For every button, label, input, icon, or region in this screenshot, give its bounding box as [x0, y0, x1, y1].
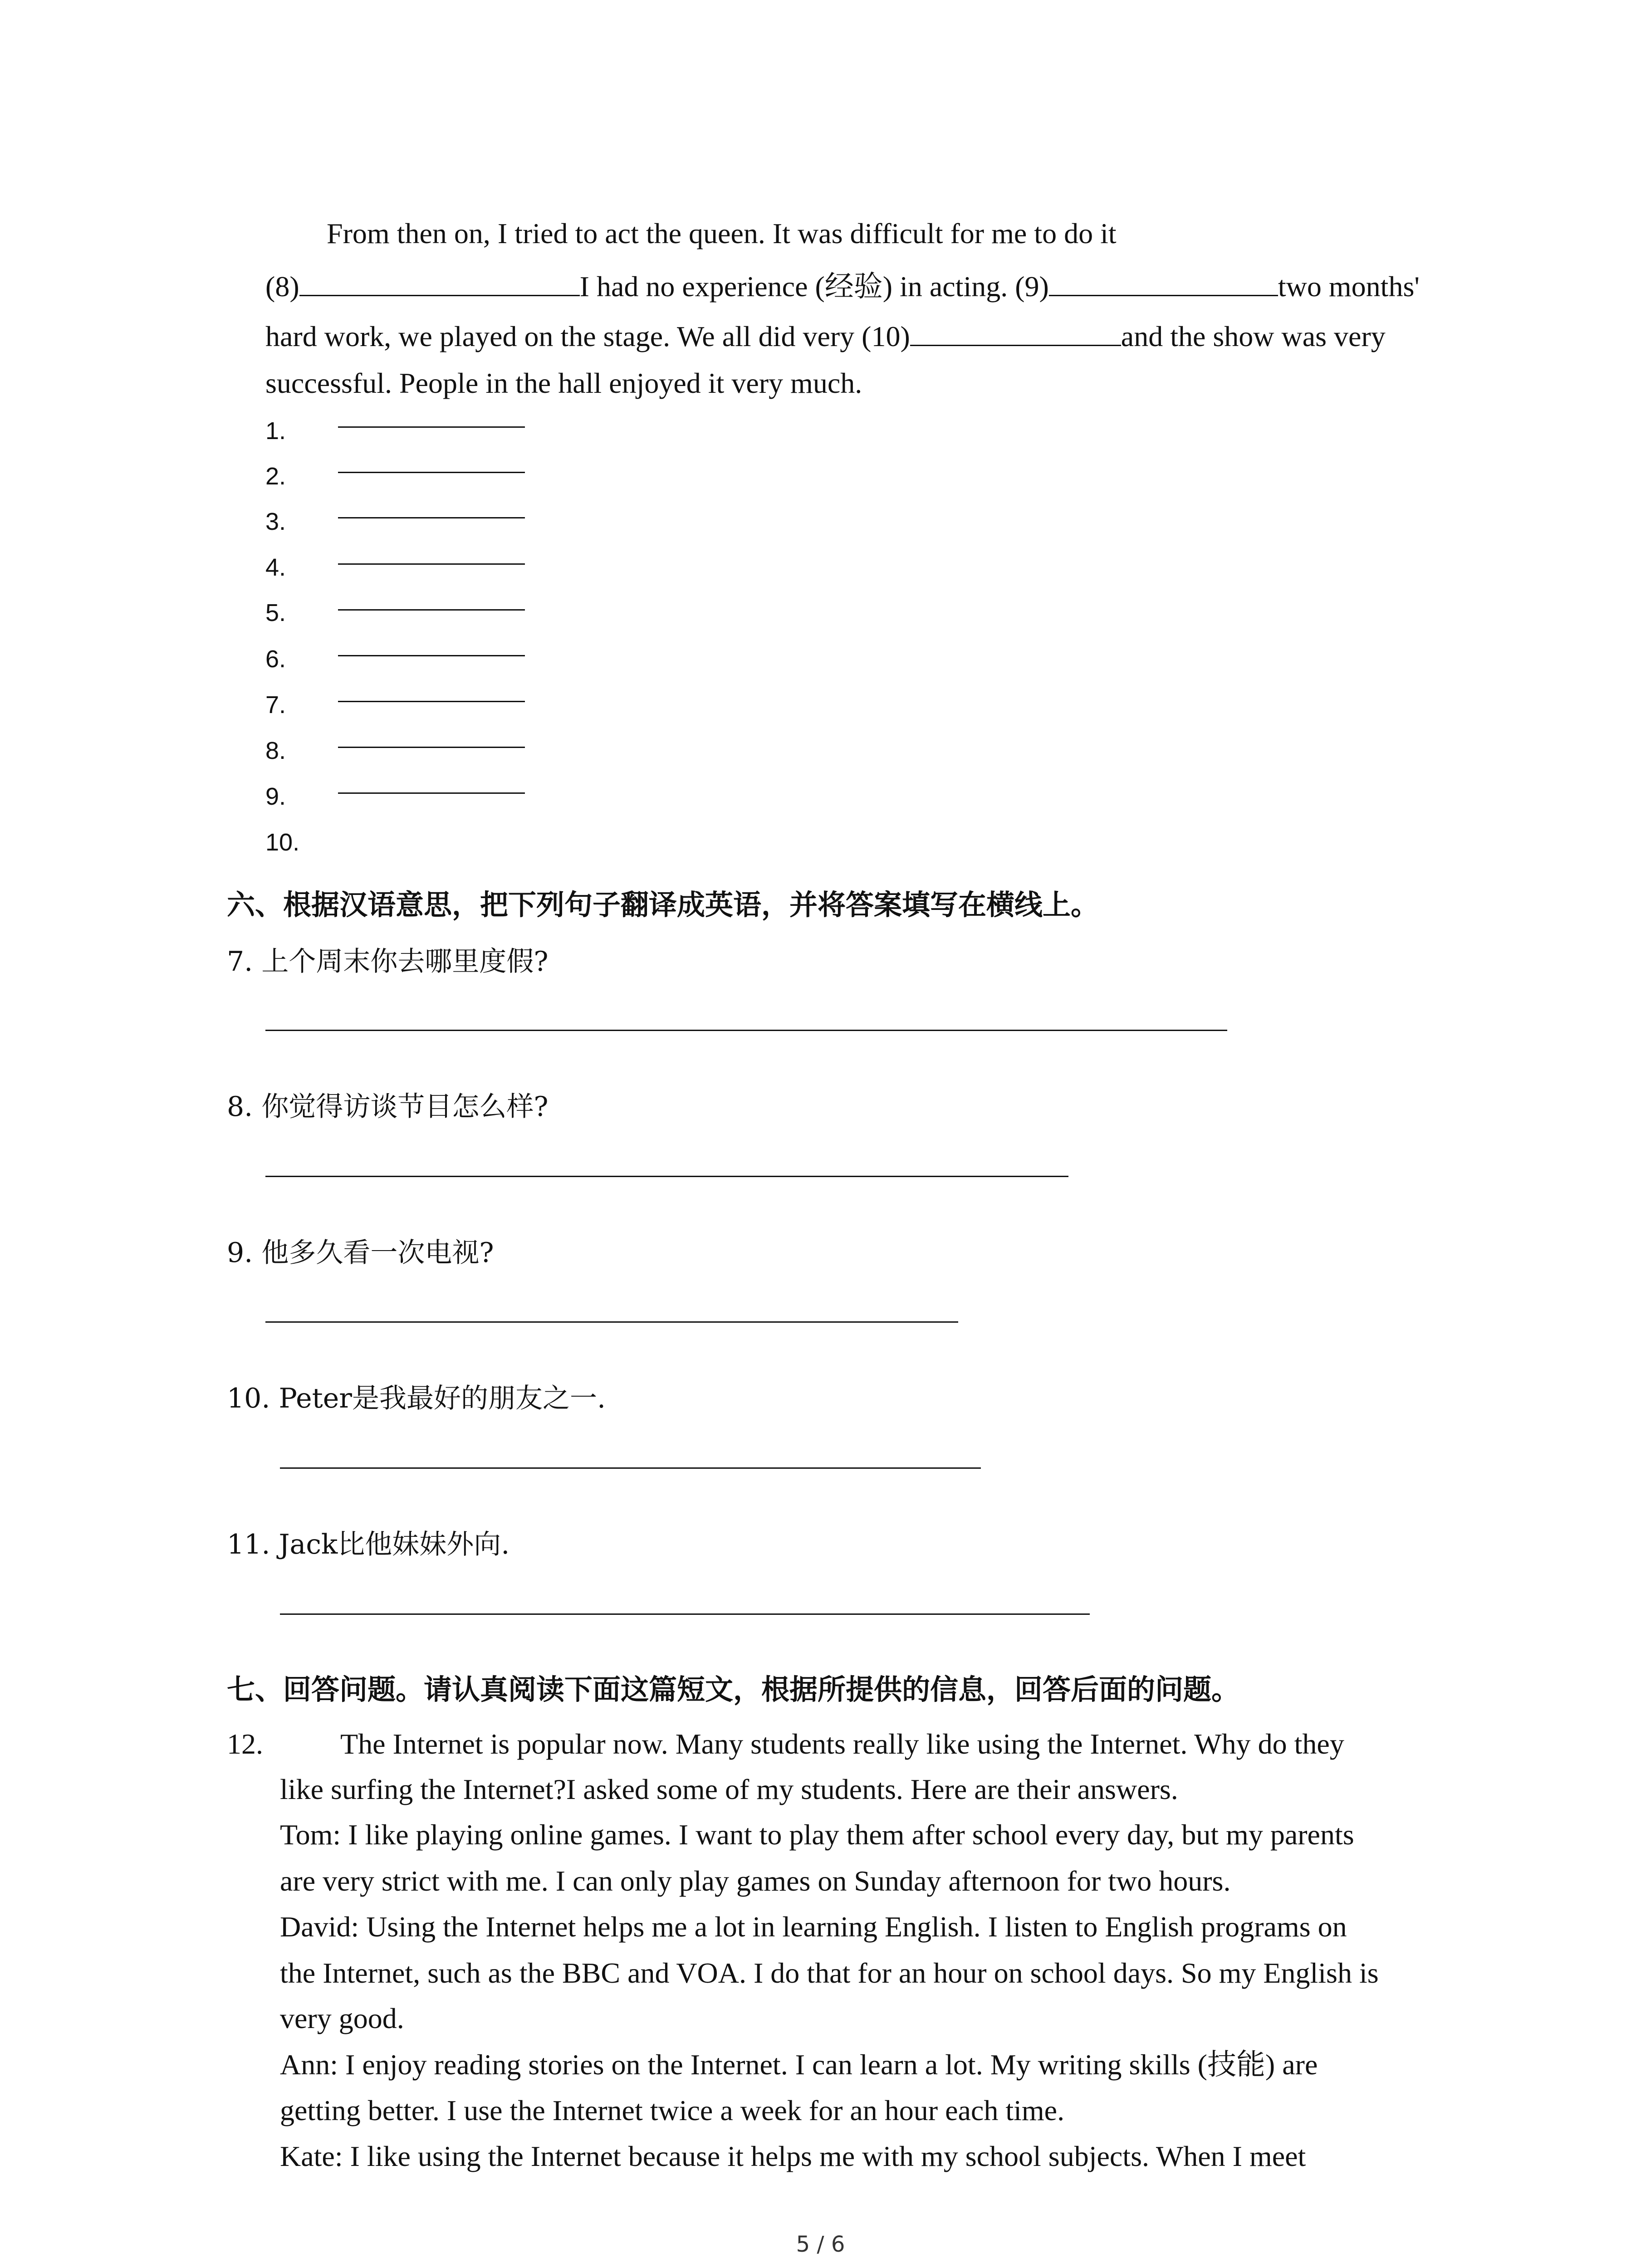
question-7	[227, 943, 549, 980]
reading-line-1: The Internet is popular now. Many students really like using the Internet. Why do they	[340, 1728, 1344, 1760]
reading-line-5: David: Using the Internet helps me a lot in learning English. I listen to English programs on	[280, 1911, 1347, 1943]
section-7-heading: 七、回答问题。请认真阅读下面这篇短文，根据所提供的信息，回答后面的问题。	[227, 1673, 1240, 1706]
passage-line-3-b: and the show was very	[1121, 320, 1386, 352]
passage-line-3-a: hard work, we played on the stage. We all did very (10)	[265, 320, 910, 352]
answer-blank-1[interactable]	[338, 426, 525, 428]
question-7-number: 7.	[227, 946, 253, 978]
answer-blank-6[interactable]	[338, 655, 525, 656]
question-8-number: 8.	[227, 1091, 253, 1123]
reading-line-8: Ann: I enjoy reading stories on the Internet. I can learn a lot. My writing skills (技能) are	[280, 2048, 1318, 2081]
answer-number-3: 3.	[265, 508, 286, 535]
question-10-text: Peter是我最好的朋友之一.	[279, 1383, 606, 1414]
reading-line-9: getting better. I use the Internet twice a week for an hour each time.	[280, 2094, 1065, 2126]
passage-line-1: From then on, I tried to act the queen. It was difficult for me to do it	[327, 217, 1117, 249]
passage-line-2-a: (8)	[265, 270, 299, 303]
question-12-number: 12.	[227, 1728, 263, 1760]
reading-line-3: Tom: I like playing online games. I want to play them after school every day, but my parents	[280, 1818, 1354, 1851]
question-10	[227, 1380, 606, 1417]
question-8	[227, 1089, 549, 1125]
answer-number-4: 4.	[265, 554, 286, 581]
question-11	[227, 1526, 509, 1563]
blank-8[interactable]	[299, 268, 580, 296]
answer-blank-8[interactable]	[338, 747, 525, 748]
passage-line-4: successful. People in the hall enjoyed it very much.	[265, 367, 862, 399]
question-8-text: 你觉得访谈节目怎么样?	[261, 1091, 549, 1123]
question-11-number: 11.	[227, 1529, 270, 1560]
blank-9[interactable]	[1049, 268, 1278, 296]
answer-blank-9[interactable]	[338, 792, 525, 794]
reading-line-7: very good.	[280, 2002, 404, 2034]
question-9	[227, 1235, 494, 1271]
answer-number-9: 9.	[265, 783, 286, 810]
answer-blank-3[interactable]	[338, 517, 525, 518]
passage-line-2-b: I had no experience (经验) in acting. (9)	[579, 270, 1049, 303]
answer-line-7[interactable]	[265, 1030, 1227, 1031]
reading-line-6: the Internet, such as the BBC and VOA. I do that for an hour on school days. So my English is	[280, 1957, 1379, 1989]
answer-number-1: 1.	[265, 417, 286, 445]
question-7-text: 上个周末你去哪里度假?	[261, 946, 549, 978]
question-10-number: 10.	[227, 1383, 270, 1414]
reading-line-2: like surfing the Internet?I asked some of my students. Here are their answers.	[280, 1773, 1178, 1805]
reading-line-4: are very strict with me. I can only play games on Sunday afternoon for two hours.	[280, 1865, 1231, 1897]
answer-line-9[interactable]	[265, 1321, 958, 1323]
answer-line-8[interactable]	[265, 1176, 1068, 1177]
answer-number-10: 10.	[265, 829, 300, 856]
page-number: 5 / 6	[796, 2232, 845, 2257]
answer-number-7: 7.	[265, 691, 286, 719]
answer-number-8: 8.	[265, 737, 286, 764]
answer-blank-2[interactable]	[338, 472, 525, 473]
answer-blank-4[interactable]	[338, 563, 525, 565]
passage-line-3	[265, 318, 1386, 355]
answer-line-11[interactable]	[280, 1613, 1090, 1615]
question-9-number: 9.	[227, 1237, 253, 1269]
answer-blank-5[interactable]	[338, 609, 525, 611]
blank-10[interactable]	[910, 318, 1121, 346]
answer-line-10[interactable]	[280, 1467, 981, 1469]
reading-line-10: Kate: I like using the Internet because it helps me with my school subjects. When I meet	[280, 2140, 1306, 2172]
section-6-heading: 六、根据汉语意思，把下列句子翻译成英语，并将答案填写在横线上。	[227, 888, 1099, 921]
question-9-text: 他多久看一次电视?	[261, 1237, 494, 1269]
question-11-text: Jack比他妹妹外向.	[279, 1529, 510, 1560]
passage-line-2	[265, 268, 1420, 305]
answer-number-6: 6.	[265, 645, 286, 673]
passage-line-2-c: two months'	[1278, 270, 1420, 303]
answer-number-5: 5.	[265, 599, 286, 626]
answer-number-2: 2.	[265, 463, 286, 490]
answer-blank-7[interactable]	[338, 701, 525, 702]
